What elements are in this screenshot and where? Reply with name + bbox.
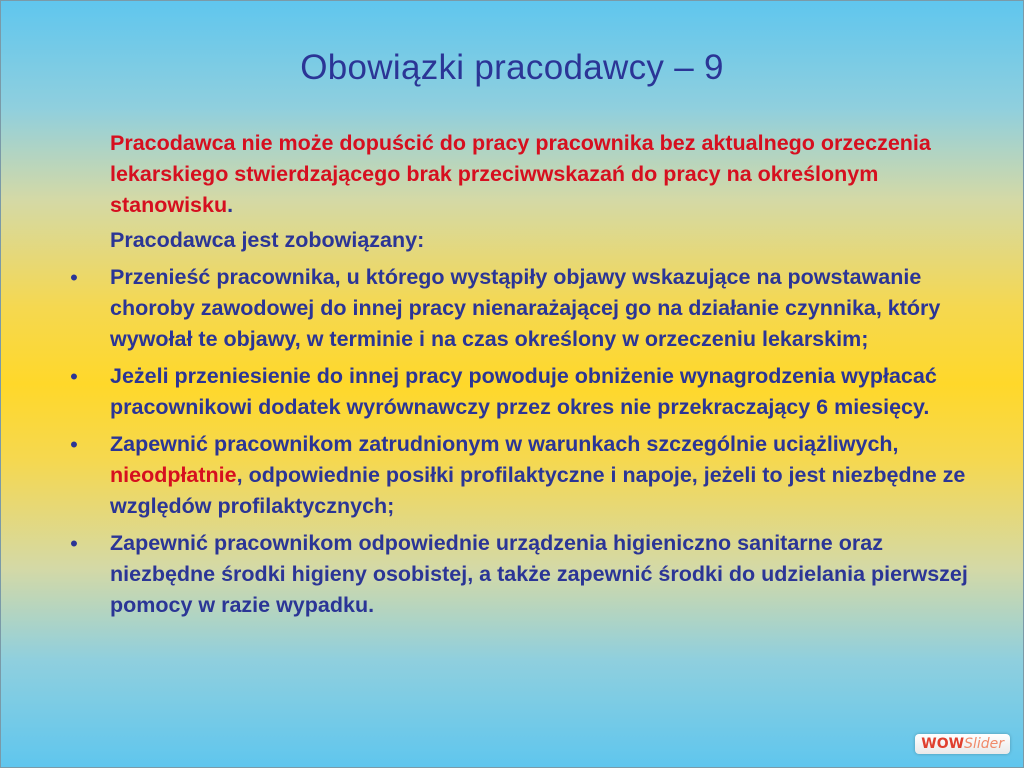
slide-title: Obowiązki pracodawcy – 9: [300, 48, 724, 87]
intro-end: .: [227, 193, 234, 217]
bullet-text-after: , odpowiednie posiłki profilaktyczne i napoje, jeżeli to jest niezbędne ze względów profilaktycznych;: [110, 463, 966, 518]
bullet-item-4: [70, 528, 990, 621]
bullet-dot: •: [70, 432, 78, 457]
bullet-item-2: [70, 361, 990, 423]
bullet-dot: •: [70, 364, 78, 389]
logo-part-wow: WOW: [921, 736, 965, 752]
logo-part-slider: Slider: [964, 736, 1004, 752]
bullet-item-3: [70, 429, 990, 522]
wowslider-logo[interactable]: [915, 734, 1010, 754]
bullet-item-1: [70, 262, 990, 355]
bullet-text-before: Zapewnić pracownikom zatrudnionym w warunkach szczególnie uciążliwych,: [110, 432, 899, 456]
intro-text: Pracodawca nie może dopuścić do pracy pracownika bez aktualnego orzeczenia lekarskiego stwierdzającego brak przeciwwskazań do pracy na określonym stanowisku: [110, 131, 931, 217]
intro-paragraph: [110, 128, 990, 221]
subheading: Pracodawca jest zobowiązany:: [110, 228, 425, 252]
bullet-text: Jeżeli przeniesienie do innej pracy powoduje obniżenie wynagrodzenia wypłacać pracownikowi dodatek wyrównawczy przez okres nie przekraczający 6 miesięcy.: [110, 364, 937, 419]
bullet-text: Przenieść pracownika, u którego wystąpiły objawy wskazujące na powstawanie choroby zawodowej do innej pracy nienarażającej go na działanie czynnika, który wywołał te objawy, w terminie i na czas określony w orzeczeniu lekarskim;: [110, 265, 941, 351]
slide-content: [70, 128, 990, 627]
highlight-free-of-charge: nieodpłatnie: [110, 463, 237, 487]
bullet-dot: •: [70, 531, 78, 556]
bullet-dot: •: [70, 265, 78, 290]
bullet-text: Zapewnić pracownikom odpowiednie urządzenia higieniczno sanitarne oraz niezbędne środki higieny osobistej, a także zapewnić środki do udzielania pierwszej pomocy w razie wypadku.: [110, 531, 968, 617]
